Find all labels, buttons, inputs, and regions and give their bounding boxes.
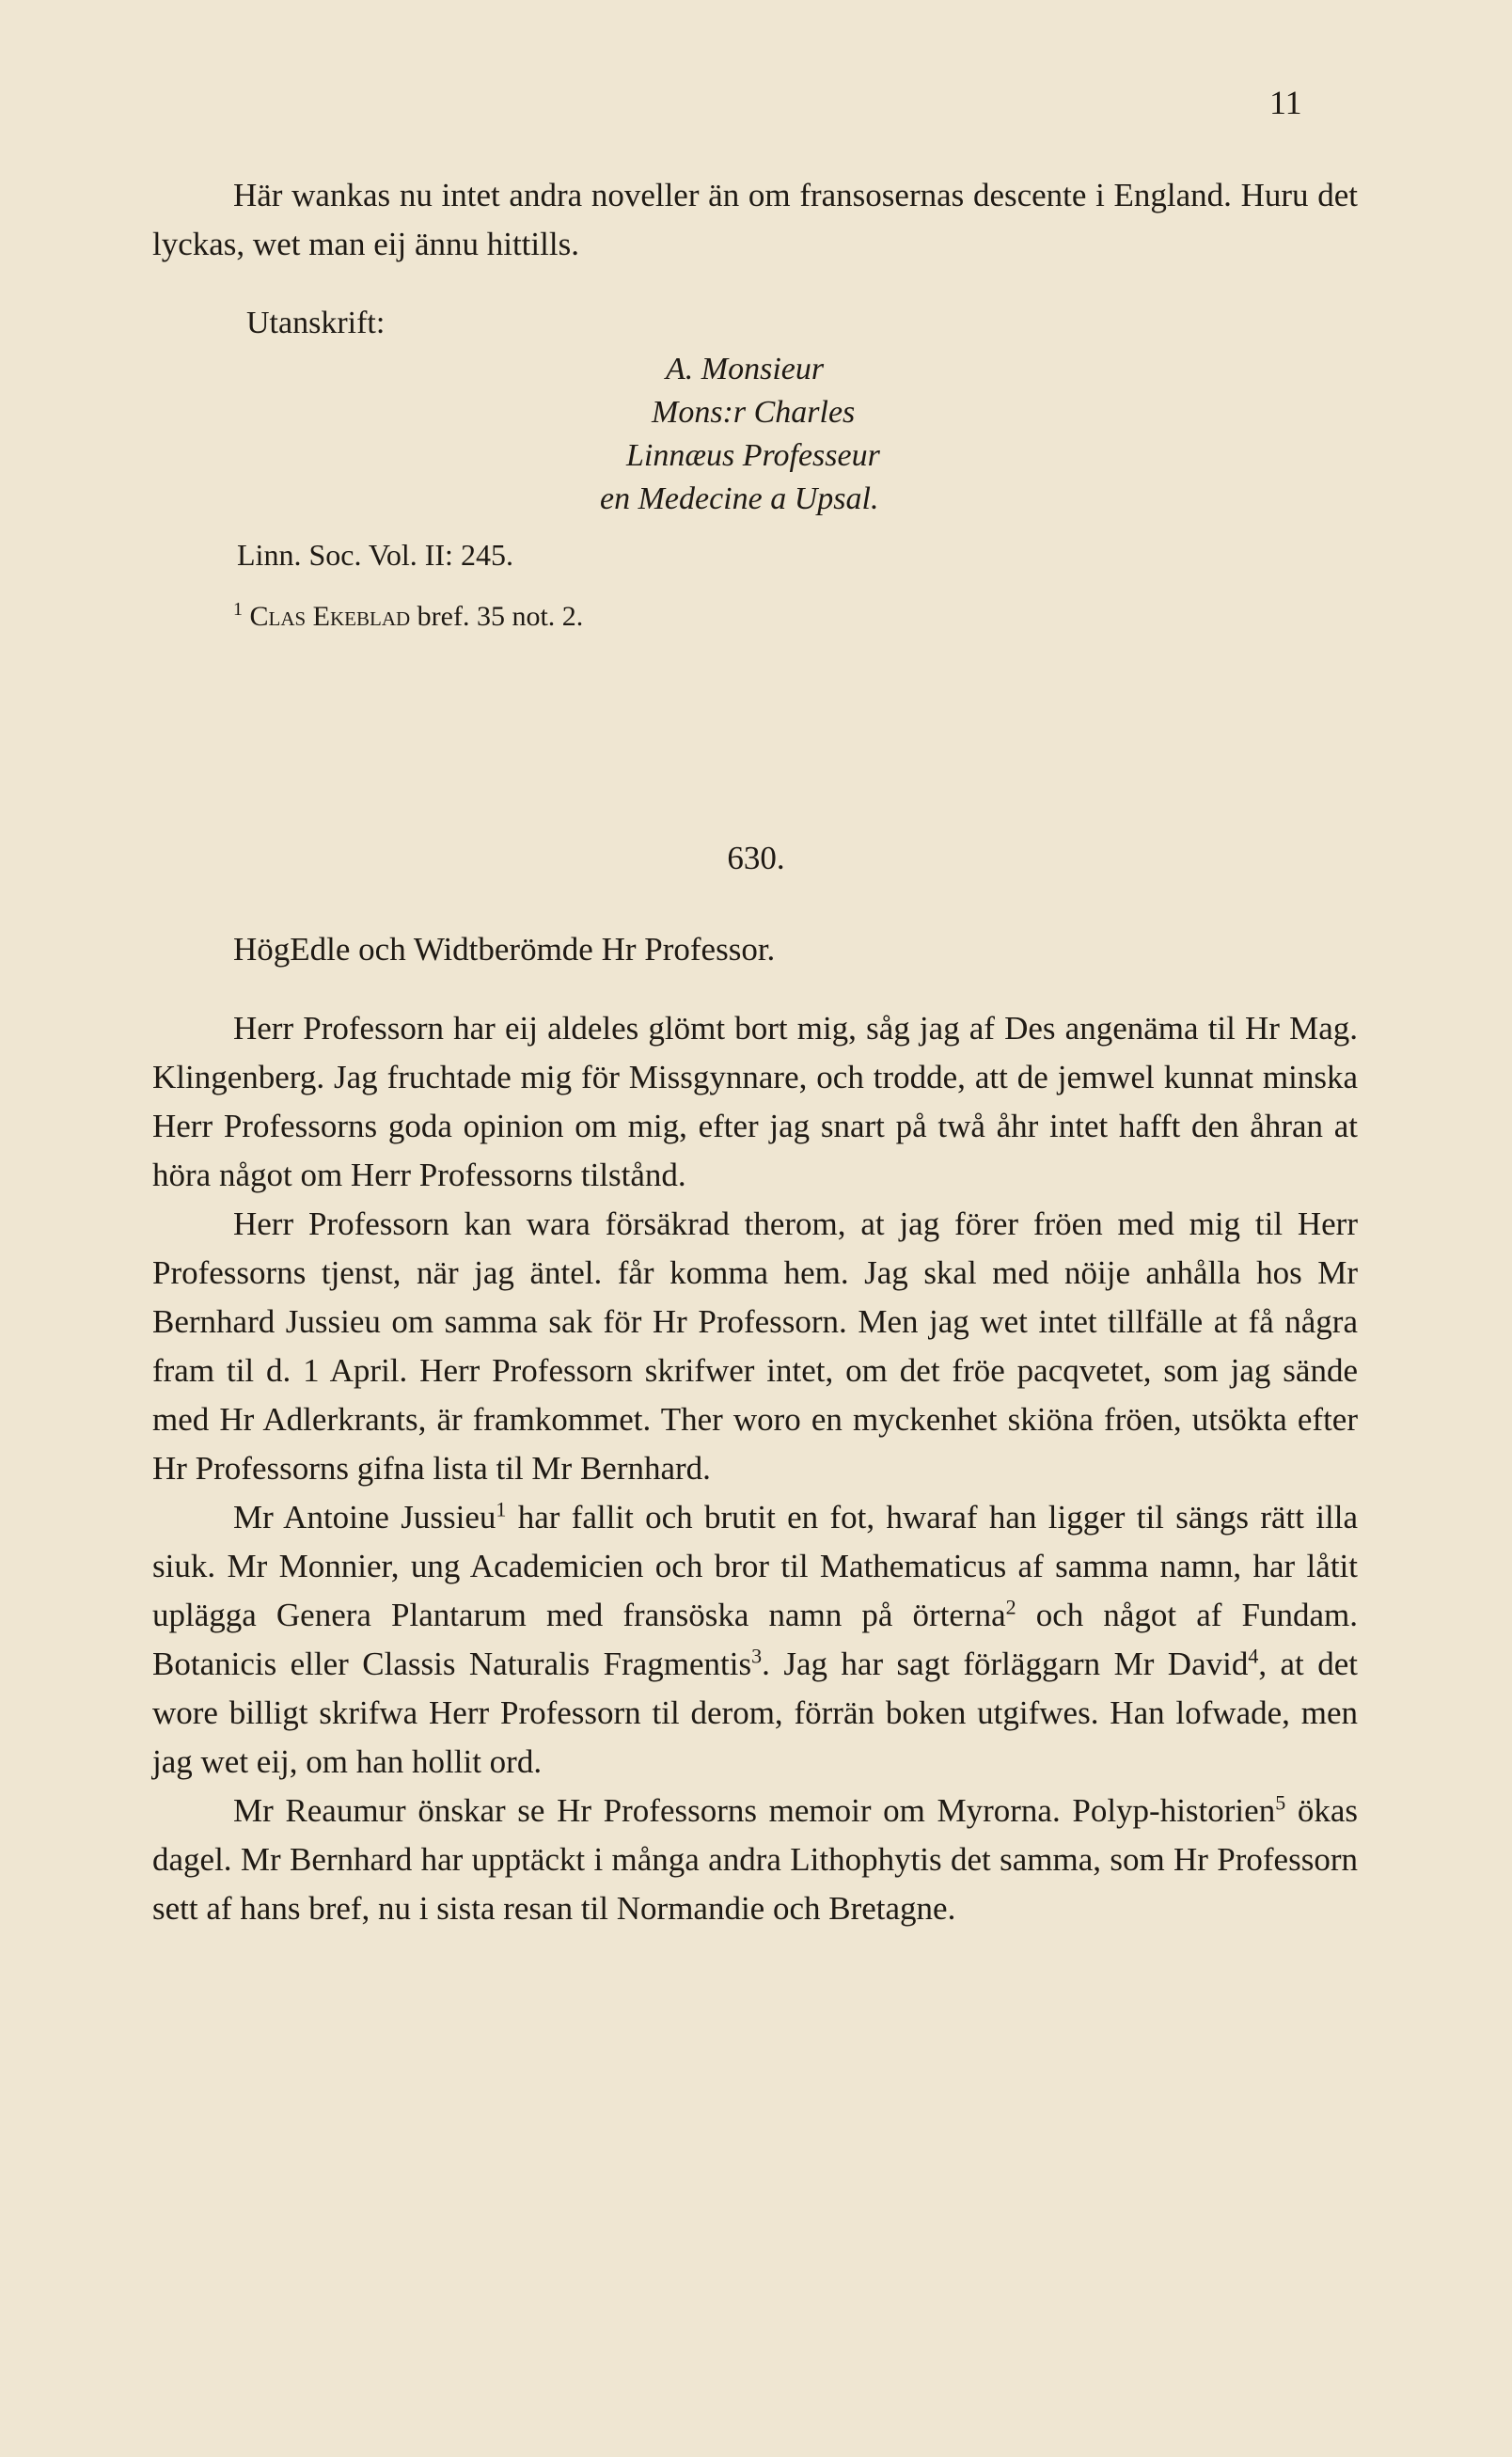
letter-body xyxy=(152,1004,1358,1933)
footnote-name: Clas Ekeblad xyxy=(249,601,411,632)
salutation: HögEdle och Widtberömde Hr Professor. xyxy=(233,931,776,968)
paragraph-text: Herr Professorn har eij aldeles glömt bort mig, såg jag af Des angenäma til Hr Mag. Klingenberg. Jag fruchtade mig för Missgynnare, och trodde, att de jemwel kunnat minska Herr Professorns goda opinion om mig, efter jag snart på twå åhr intet hafft den åhran at höra något om Herr Professorns tilstånd. xyxy=(152,1010,1358,1193)
address-label: Utanskrift: xyxy=(246,306,386,340)
body-paragraph xyxy=(152,1200,1358,1493)
footnote-reference: 4 xyxy=(1248,1644,1259,1668)
footnote xyxy=(233,599,583,633)
address-line: en Medecine a Upsal. xyxy=(600,481,879,516)
paragraph-text: , at det wore billigt skrifwa Herr Professorn til derom, förrän boken utgifwes. Han lofwade, men jag wet eij, om han hollit ord. xyxy=(152,1646,1358,1780)
page-number: 11 xyxy=(1269,84,1302,121)
paragraph-text: Mr Antoine Jussieu xyxy=(233,1499,496,1536)
footnote-reference: 5 xyxy=(1275,1790,1286,1815)
address-line: A. Monsieur xyxy=(666,352,825,386)
footnote-reference: 2 xyxy=(1005,1595,1016,1619)
paragraph-text: har fallit och brutit en fot, hwaraf han ligger til sängs rätt illa siuk. Mr Monnier, ung Academicien och bror til Mathematicus af samma namn, har låtit uplägga Genera Plantarum med fransöska namn på örterna xyxy=(152,1499,1358,1633)
body-paragraph xyxy=(152,1787,1358,1933)
source-reference: Linn. Soc. Vol. II: 245. xyxy=(237,538,513,572)
paragraph-text: Mr Reaumur önskar se Hr Professorns memoir om Myrorna. Polyp-historien xyxy=(233,1792,1276,1829)
intro-paragraph: Här wankas nu intet andra noveller än om fransosernas descente i England. Huru det lyckas, wet man eij ännu hittills. xyxy=(152,177,1358,262)
paragraph-text: ökas dagel. Mr Bernhard har upptäckt i många andra Lithophytis det samma, som Hr Professorn sett af hans bref, nu i sista resan til Normandie och Bretagne. xyxy=(152,1792,1358,1927)
letter-number: 630. xyxy=(727,840,785,876)
paragraph-text: och något af Fundam. Botanicis eller Classis Naturalis Fragmentis xyxy=(152,1597,1359,1682)
paragraph-text: Herr Professorn kan wara försäkrad therom, at jag förer fröen med mig til Herr Professorns tjenst, när jag äntel. får komma hem. Jag skal med nöije anhålla hos Mr Bernhard Jussieu om samma sak för Hr Professorn. Men jag wet intet tillfälle at få några fram til d. 1 April. Herr Professorn skrifwer intet, om det fröe pacqvetet, som jag sände med Hr Adlerkrants, är framkommet. Ther woro en myckenhet skiöna fröen, utsökta efter Hr Professorns gifna lista til Mr Bernhard. xyxy=(152,1205,1358,1487)
body-paragraph xyxy=(152,1004,1358,1200)
address-line: Linnæus Professeur xyxy=(626,438,880,473)
address-line: Mons:r Charles xyxy=(652,395,856,430)
footnote-text: bref. 35 not. 2. xyxy=(417,601,584,632)
address-block xyxy=(600,348,880,521)
footnote-reference: 1 xyxy=(496,1497,507,1521)
body-paragraph xyxy=(152,1493,1358,1787)
footnote-reference: 3 xyxy=(751,1644,763,1668)
paragraph-text: . Jag har sagt förläggarn Mr David xyxy=(762,1646,1249,1682)
footnote-marker: 1 xyxy=(233,599,243,620)
